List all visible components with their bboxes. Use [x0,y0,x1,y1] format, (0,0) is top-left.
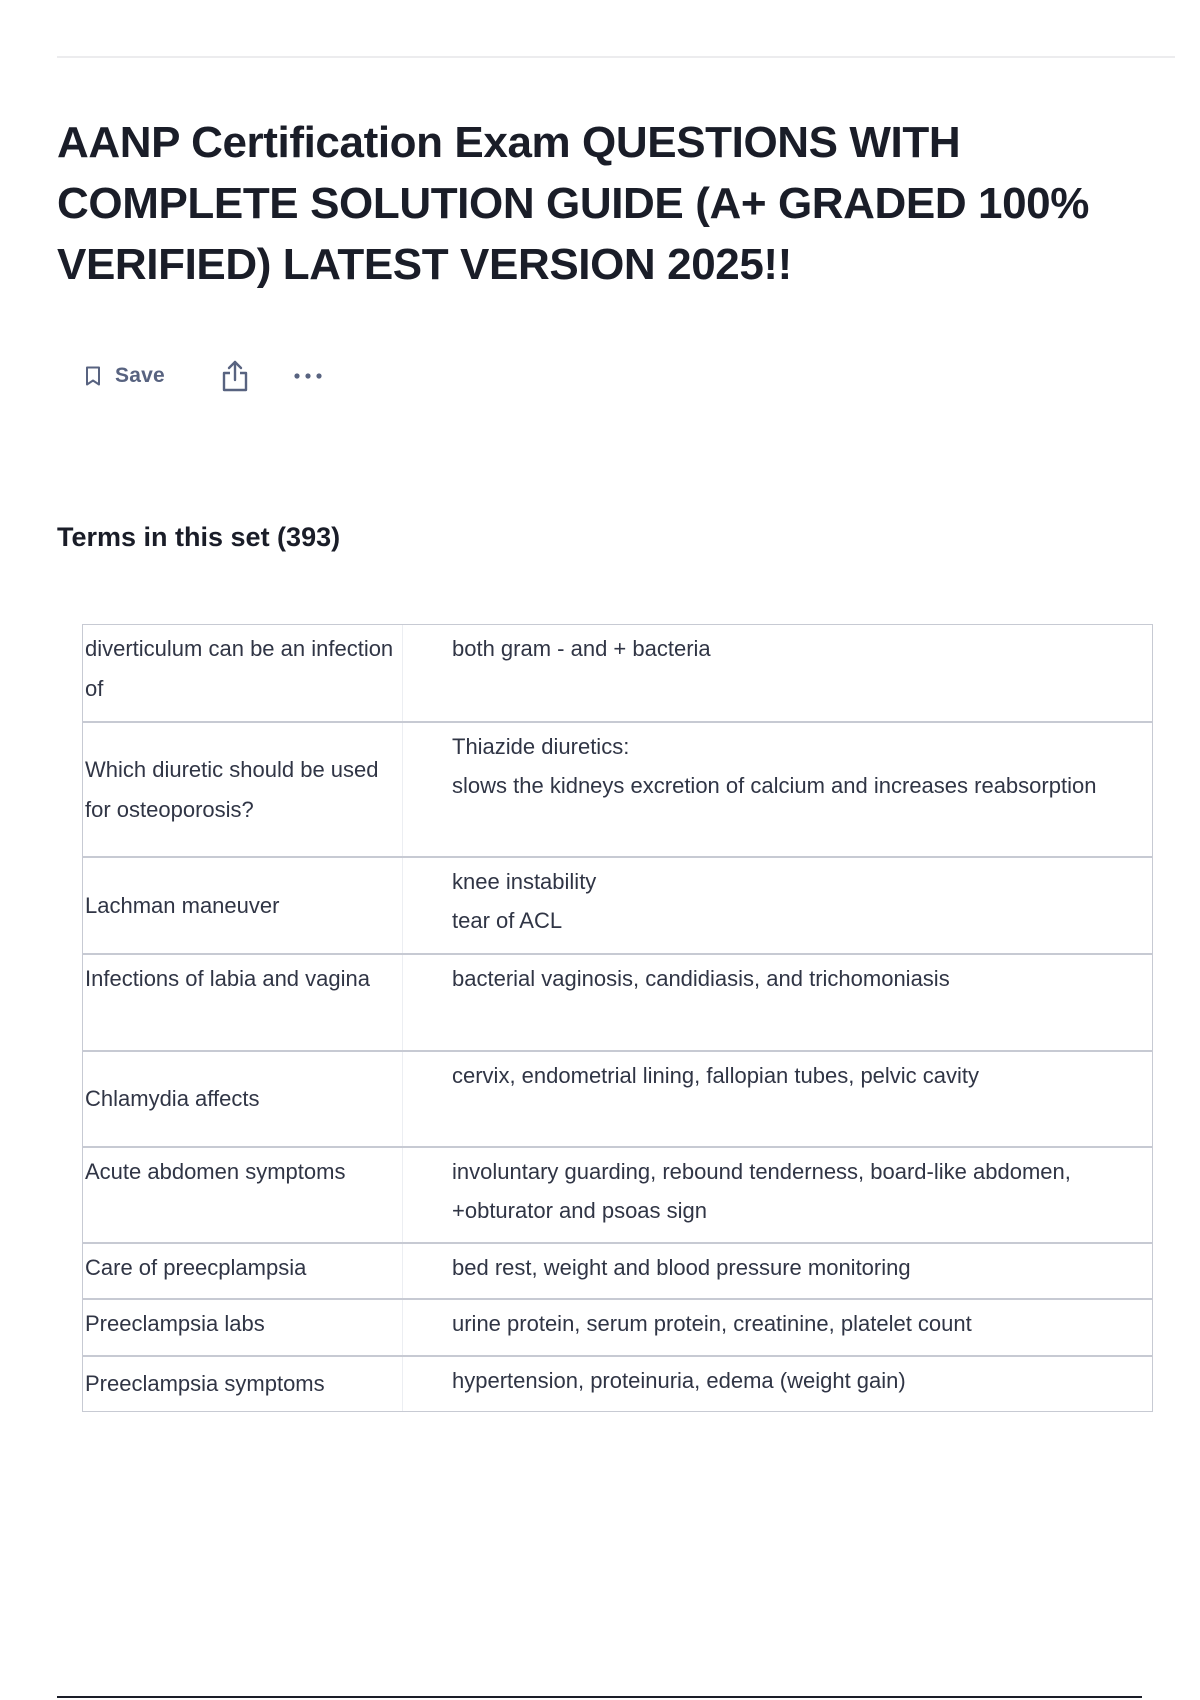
term-text [83,955,403,1050]
action-bar [85,359,323,393]
term-row [83,1298,1152,1355]
term-text [83,858,403,953]
term-text [83,1300,403,1355]
definition-text [403,1148,1152,1242]
term-text [83,1244,403,1298]
term-text [83,1052,403,1146]
term-label: Which diuretic should be used for osteoporosis? [85,756,379,822]
term-row [83,625,1152,721]
definition-text [403,625,1152,721]
definition-text [403,858,1152,953]
definition-text [403,955,1152,1050]
term-text [83,1148,403,1242]
term-row [83,721,1152,856]
definition-line: cervix, endometrial lining, fallopian tubes, pelvic cavity [452,1063,980,1088]
definition-line: slows the kidneys excretion of calcium and increases reabsorption [452,773,1097,798]
term-label: Chlamydia affects [85,1086,260,1111]
term-text [83,723,403,856]
page-title: AANP Certification Exam QUESTIONS WITH COMPLETE SOLUTION GUIDE (A+ GRADED 100% VERIFIED) LATEST VERSION 2025!! [57,118,1089,289]
term-text [83,625,403,721]
term-label: Preeclampsia labs [85,1311,265,1336]
more-options-icon [293,372,323,380]
term-label: Lachman maneuver [85,892,280,918]
save-label: Save [115,364,165,387]
share-icon [221,360,249,392]
definition-line: tear of ACL [452,908,563,933]
definition-line: both gram - and + bacteria [452,636,711,661]
top-divider [57,56,1175,58]
term-label: Acute abdomen symptoms [85,1159,346,1184]
terms-heading: Terms in this set (393) [57,522,341,552]
definition-text [403,723,1152,856]
term-row [83,1050,1152,1146]
more-options-button[interactable] [293,372,323,380]
term-row [83,1242,1152,1298]
terms-table [82,624,1153,1412]
definition-line: bacterial vaginosis, candidiasis, and trichomoniasis [452,966,950,991]
bottom-divider [57,1696,1142,1698]
share-button[interactable] [221,360,249,392]
term-label: diverticulum can be an infection of [85,636,394,701]
term-row [83,1355,1152,1411]
term-row [83,856,1152,953]
term-row [83,1146,1152,1242]
term-label: Infections of labia and vagina [85,966,370,991]
definition-text [403,1244,1152,1298]
bookmark-icon [85,366,101,386]
definition-text [403,1357,1152,1411]
term-text [83,1357,403,1411]
definition-text [403,1300,1152,1355]
definition-line: bed rest, weight and blood pressure monitoring [452,1255,911,1280]
save-button[interactable] [85,364,165,388]
definition-line: knee instability [452,869,597,894]
definition-line: urine protein, serum protein, creatinine, platelet count [452,1311,972,1336]
definition-text [403,1052,1152,1146]
definition-line: Thiazide diuretics: [452,734,630,759]
term-label: Care of preecplampsia [85,1255,307,1280]
definition-line: hypertension, proteinuria, edema (weight gain) [452,1368,906,1393]
term-row [83,953,1152,1050]
definition-line: involuntary guarding, rebound tenderness, board-like abdomen, +obturator and psoas sign [452,1159,1071,1223]
term-label: Preeclampsia symptoms [85,1371,325,1396]
